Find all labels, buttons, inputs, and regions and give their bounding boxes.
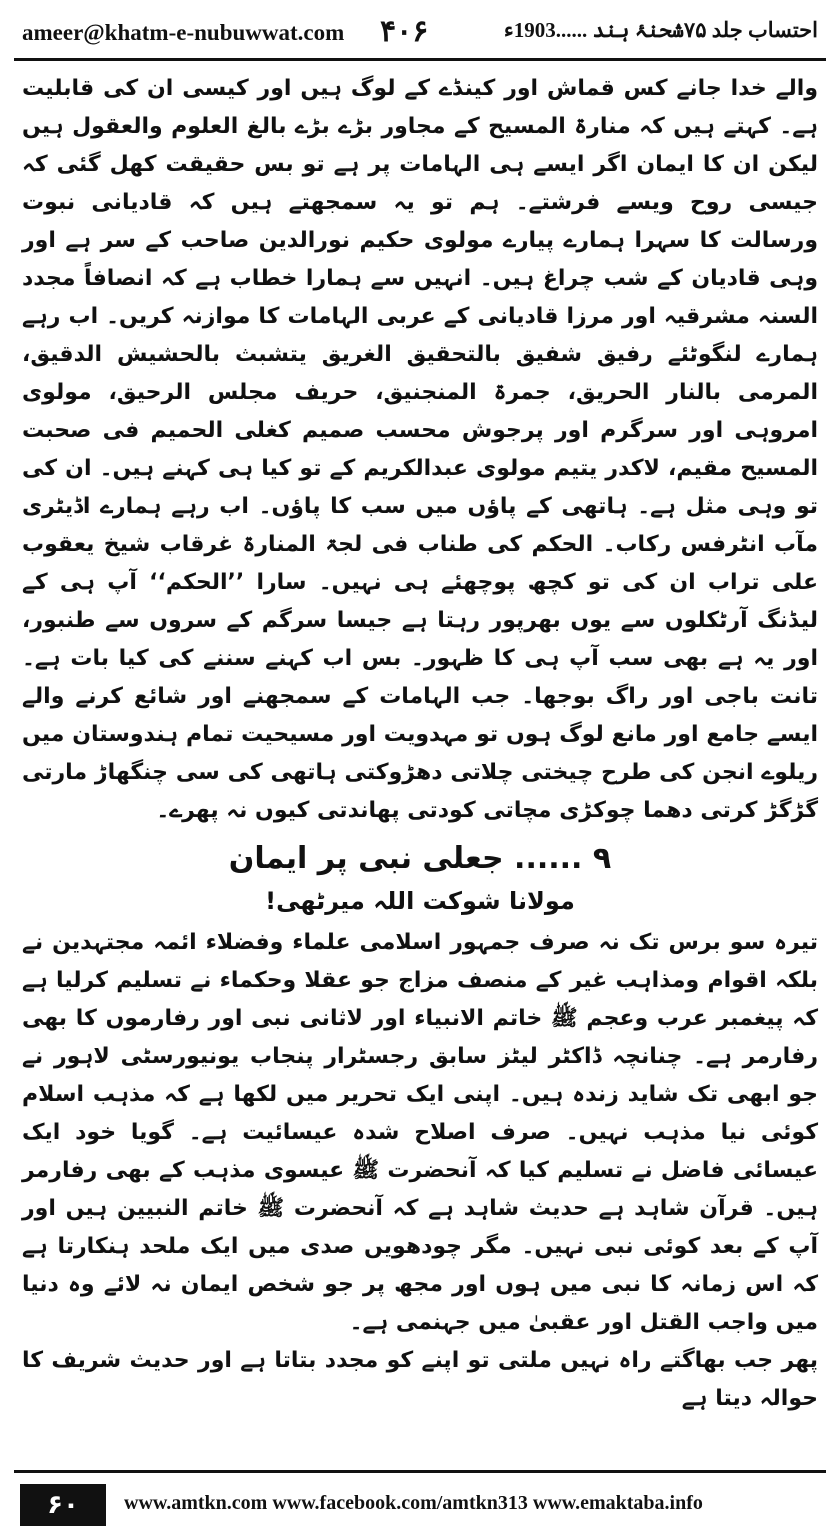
footer-divider	[14, 1470, 826, 1473]
paragraph-3: پھر جب بھاگتے راہ نہیں ملتی تو اپنے کو مجدد بتاتا ہے اور حدیث شریف کا حوالہ دیتا ہے	[22, 1348, 818, 1411]
paragraph-1: والے خدا جانے کس قماش اور کینڈے کے لوگ ہیں اور کیسی ان کی قابلیت ہے۔ کہتے ہیں کہ منارۃ المسیح کے مجاور بڑے بڑے بالغ العلوم والعقول ہیں لیکن ان کا ایمان اگر ایسے ہی الہامات پر ہے تو بس حقیقت کھل گئی کہ جیسی روح ویسے فرشتے۔ ہم تو یہ سمجھتے ہیں کہ قادیانی نبوت ورسالت کا سہرا ہمارے پیارے مولوی حکیم نورالدین صاحب کے سر ہے اور وہی قادیان کے شب چراغ ہیں۔ انہیں سے ہمارا خطاب ہے کہ انصافاً مجدد السنہ مشرقیہ اور مرزا قادیانی کے عربی الہامات کا موازنہ کریں۔ اب رہے ہمارے لنگوٹئے رفیق شفیق بالتحقیق الغریق یتشبث بالحشیش الدقیق، المرمی بالنار الحریق، جمرۃ المنجنیق، حریف مجلس الرحیق، مولوی امروہی اور سرگرم اور پرجوش محسب صمیم کغلی الحمیم فی صحبت المسیح مقیم، لاکدر یتیم مولوی عبدالکریم کے تو کیا ہی کہنے ہیں۔ ان کی تو وہی مثل ہے۔ ہاتھی کے پاؤں میں سب کا پاؤں۔ اب رہے ہمارے اڈیٹری مآب انٹرفس رکاب۔ الحکم کی طناب فی لجۃ المنارۃ غرقاب شیخ یعقوب علی تراب ان کی تو کچھ پوچھئے ہی نہیں۔ سارا ’’الحکم‘‘ آپ ہی کے لیڈنگ آرٹکلوں سے یوں بھرپور رہتا ہے جیسا سرگم کے سروں سے طنبور، اور یہ ہے بھی سب آپ ہی کا ظہور۔ بس اب کہنے سننے کی کیا بات ہے۔ تانت باجی اور راگ بوجھا۔ جب الہامات کے سمجھنے اور شائع کرنے والے ایسے جامع اور مانع لوگ ہوں تو مہدویت اور مسیحیت تمام ہندوستان میں ریلوے انجن کی طرح چیختی چلاتی دھڑوکتی ہاتھی کی سی چنگھاڑ مارتی گڑگڑ کرتی دھما چوکڑی مچاتی کودتی پھاندتی کیوں نہ پھرے۔	[22, 76, 819, 823]
section-author: مولانا شوکت اللہ میرٹھی!	[265, 887, 575, 915]
page-footer	[14, 1470, 826, 1532]
header-page-number: ۴۰۶	[380, 15, 429, 48]
section-number: ۹	[592, 841, 612, 876]
section-heading	[22, 836, 818, 882]
paragraph-2: تیرہ سو برس تک نہ صرف جمہور اسلامی علماء وفضلاء ائمہ مجتہدین نے بلکہ اقوام ومذاہب غیر کے منصف مزاج جو عقلا وحکماء نے تسلیم کرلیا ہے کہ پیغمبر عرب وعجم ﷺ خاتم الانبیاء اور لاثانی نبی اور رفارموں کا بھی رفارمر ہے۔ چنانچہ ڈاکٹر لیٹز سابق رجسٹرار پنجاب یونیورسٹی لاہور نے جو ابھی تک شاید زندہ ہیں۔ اپنی ایک تحریر میں لکھا ہے کہ مذہب اسلام کوئی نیا مذہب نہیں۔ صرف اصلاح شدہ عیسائیت ہے۔ گویا خود ایک عیسائی فاضل نے تسلیم کیا کہ آنحضرت ﷺ عیسوی مذہب کے بھی رفارمر ہیں۔ قرآن شاہد ہے حدیث شاہد ہے کہ آنحضرت ﷺ خاتم النبیین ہیں اور آپ کے بعد کوئی نبی نہیں۔ مگر چودھویں صدی میں ایک ملحد ہنکارتا ہے کہ اس زمانہ کا نبی میں ہوں اور مجھ پر جو شخص ایمان نہ لائے وہ دنیا میں واجب القتل اور عقبیٰ میں جہنمی ہے۔	[22, 930, 818, 1335]
footer-page-number: ۶۰	[20, 1484, 106, 1526]
section-dots: ......	[514, 841, 583, 876]
section-title: جعلی نبی پر ایمان	[228, 841, 504, 876]
header-book-info: احتساب جلد ۷۵شحنۂ ہند ......1903ء	[503, 18, 818, 42]
page-body	[22, 70, 818, 1460]
header-divider	[14, 58, 826, 61]
page-header	[14, 8, 826, 54]
footer-urls: www.amtkn.com www.facebook.com/amtkn313 www.emaktaba.info	[124, 1492, 703, 1514]
header-email: ameer@khatm-e-nubuwwat.com	[22, 20, 345, 45]
